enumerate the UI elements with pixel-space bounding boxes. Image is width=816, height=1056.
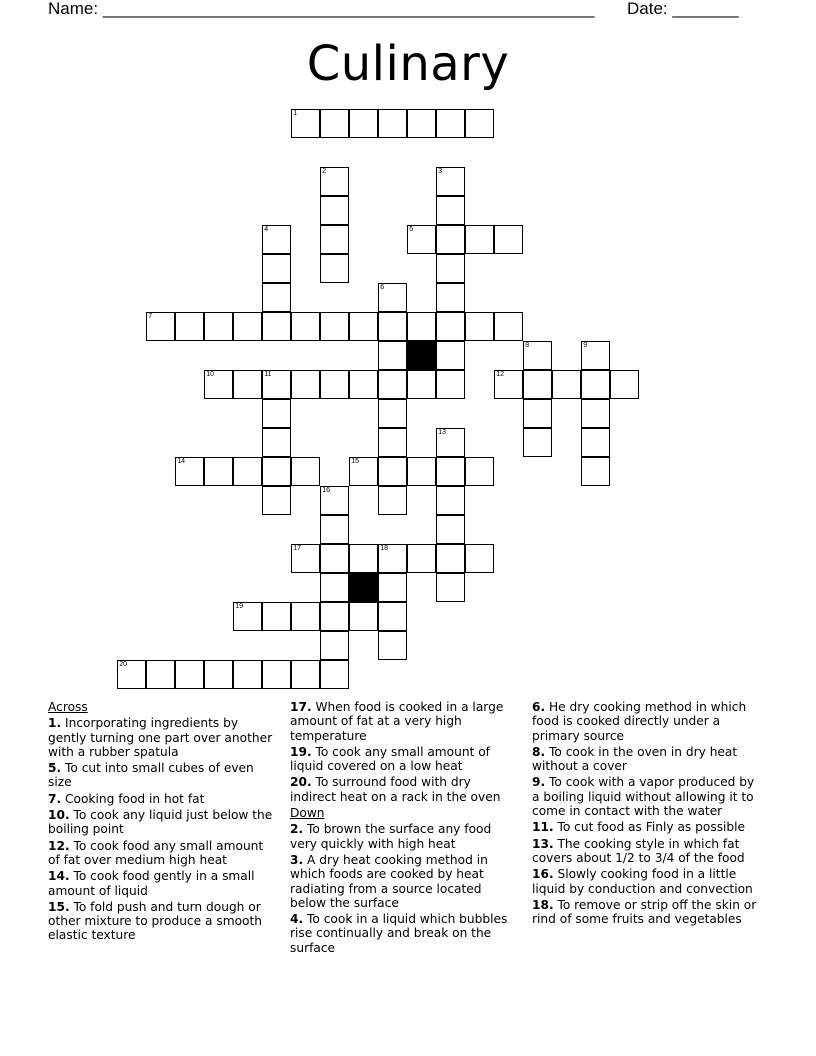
grid-cell[interactable]: [262, 428, 291, 457]
grid-cell[interactable]: [436, 312, 465, 341]
grid-cell[interactable]: [436, 515, 465, 544]
grid-cell[interactable]: [436, 428, 465, 457]
clue-item: [48, 808, 276, 837]
clue-item: [290, 700, 518, 743]
clue-number: 5.: [48, 761, 62, 776]
clue-number: 1: [293, 110, 298, 118]
grid-cell[interactable]: [407, 225, 436, 254]
grid-cell[interactable]: [436, 196, 465, 225]
grid-cell[interactable]: [378, 341, 407, 370]
grid-cell[interactable]: [378, 486, 407, 515]
grid-cell[interactable]: [523, 341, 552, 370]
grid-cell[interactable]: [581, 370, 610, 399]
clue-number: 8: [525, 342, 530, 350]
grid-cell[interactable]: [523, 399, 552, 428]
grid-cell[interactable]: [204, 660, 233, 689]
grid-cell[interactable]: [175, 312, 204, 341]
clue-number: 1.: [48, 716, 62, 731]
grid-cell[interactable]: [378, 457, 407, 486]
clue-number: 14: [177, 458, 186, 466]
grid-cell[interactable]: [291, 457, 320, 486]
grid-cell[interactable]: [436, 457, 465, 486]
grid-cell[interactable]: [581, 399, 610, 428]
grid-cell[interactable]: [233, 312, 262, 341]
grid-cell[interactable]: [204, 457, 233, 486]
clue-number: 18.: [532, 897, 554, 912]
grid-cell[interactable]: [581, 341, 610, 370]
grid-cell[interactable]: [436, 573, 465, 602]
grid-cell[interactable]: [494, 370, 523, 399]
clue-text: To cut food as Finly as possible: [553, 820, 746, 835]
grid-cell[interactable]: [378, 370, 407, 399]
grid-cell[interactable]: [320, 515, 349, 544]
clue-item: [532, 898, 764, 927]
grid-cell[interactable]: [262, 312, 291, 341]
grid-cell[interactable]: [494, 312, 523, 341]
grid-cell[interactable]: [349, 370, 378, 399]
clue-number: 19: [235, 603, 244, 611]
clue-item: [532, 775, 764, 818]
grid-cell[interactable]: [407, 544, 436, 573]
clue-item: [532, 837, 764, 866]
clue-number: 2.: [290, 822, 304, 837]
grid-cell[interactable]: [204, 312, 233, 341]
clue-text: The cooking style in which fat covers about 1/2 to 3/4 of the food: [532, 836, 745, 865]
grid-cell[interactable]: [320, 486, 349, 515]
grid-cell[interactable]: [378, 109, 407, 138]
clue-number: 12.: [48, 838, 70, 853]
grid-cell[interactable]: [320, 109, 349, 138]
clue-number: 20.: [290, 775, 312, 790]
grid-cell[interactable]: [610, 370, 639, 399]
grid-cell[interactable]: [581, 428, 610, 457]
grid-cell[interactable]: [436, 544, 465, 573]
clue-item: [290, 822, 518, 851]
clue-item: [48, 761, 276, 790]
clue-text: To fold push and turn dough or other mixture to produce a smooth elastic texture: [48, 899, 262, 943]
clue-item: [290, 853, 518, 910]
grid-cell[interactable]: [349, 544, 378, 573]
across-heading: Across: [48, 700, 88, 714]
clue-text: Slowly cooking food in a little liquid by conduction and convection: [532, 867, 753, 896]
clue-text: When food is cooked in a large amount of fat at a very high temperature: [290, 700, 504, 743]
clue-number: 6: [380, 284, 385, 292]
clue-text: To remove or strip off the skin or rind of some fruits and vegetables: [532, 897, 757, 927]
grid-cell[interactable]: [262, 225, 291, 254]
grid-cell[interactable]: [291, 602, 320, 631]
clue-number: 17.: [290, 700, 312, 714]
grid-cell[interactable]: [378, 573, 407, 602]
grid-cell[interactable]: [233, 370, 262, 399]
grid-cell[interactable]: [465, 109, 494, 138]
name-field-label: Name: ____________________________________________________: [48, 0, 595, 18]
clue-number: 4.: [290, 912, 304, 927]
grid-cell[interactable]: [581, 457, 610, 486]
grid-cell[interactable]: [494, 225, 523, 254]
grid-cell[interactable]: [117, 660, 146, 689]
grid-cell[interactable]: [465, 457, 494, 486]
grid-cell[interactable]: [523, 428, 552, 457]
grid-cell[interactable]: [320, 631, 349, 660]
clue-number: 5: [409, 226, 414, 234]
grid-cell[interactable]: [523, 370, 552, 399]
grid-cell[interactable]: [291, 544, 320, 573]
clue-item: [532, 820, 764, 834]
grid-cell[interactable]: [436, 370, 465, 399]
clue-number: 13: [438, 429, 447, 437]
clue-item: [48, 900, 276, 943]
clue-text: A dry heat cooking method in which foods are cooked by heat radiating from a source located below the surface: [290, 852, 488, 910]
grid-cell[interactable]: [233, 660, 262, 689]
down-heading: Down: [290, 806, 325, 821]
clue-text: He dry cooking method in which food is cooked directly under a primary source: [532, 700, 747, 743]
clue-number: 18: [380, 545, 389, 553]
grid-cell[interactable]: [552, 370, 581, 399]
clue-number: 13.: [532, 836, 554, 851]
grid-cell[interactable]: [320, 370, 349, 399]
grid-cell[interactable]: [378, 399, 407, 428]
clue-number: 8.: [532, 744, 546, 759]
grid-cell[interactable]: [378, 312, 407, 341]
grid-cell[interactable]: [407, 312, 436, 341]
grid-cell[interactable]: [291, 312, 320, 341]
grid-cell[interactable]: [262, 486, 291, 515]
grid-cell[interactable]: [349, 457, 378, 486]
grid-cell[interactable]: [262, 602, 291, 631]
date-field-label: Date: _______: [627, 0, 739, 18]
grid-cell[interactable]: [320, 573, 349, 602]
clue-number: 15.: [48, 899, 70, 914]
grid-cell[interactable]: [204, 370, 233, 399]
clues-column-3: [532, 700, 764, 928]
grid-cell[interactable]: [320, 602, 349, 631]
clue-number: 16.: [532, 867, 554, 882]
clue-item: [532, 700, 764, 743]
grid-cell[interactable]: [320, 196, 349, 225]
grid-cell[interactable]: [146, 660, 175, 689]
grid-cell[interactable]: [233, 602, 262, 631]
clues-column-1: [48, 700, 276, 945]
clue-text: To cook food any small amount of fat over medium high heat: [48, 838, 264, 867]
clue-text: To brown the surface any food very quickly with high heat: [290, 822, 492, 851]
clue-item: [290, 775, 518, 804]
clue-number: 11: [264, 371, 272, 379]
grid-cell[interactable]: [436, 167, 465, 196]
clue-text: Incorporating ingredients by gently turning one part over another with a rubber spatula: [48, 716, 273, 759]
grid-cell[interactable]: [320, 660, 349, 689]
clue-item: [48, 839, 276, 868]
grid-cell[interactable]: [407, 109, 436, 138]
clue-item: [532, 745, 764, 774]
clue-text: Cooking food in hot fat: [61, 791, 205, 806]
clue-text: To cut into small cubes of even size: [48, 761, 254, 790]
clue-text: To cook in the oven in dry heat without a cover: [532, 744, 738, 774]
grid-cell[interactable]: [262, 660, 291, 689]
grid-cell[interactable]: [436, 225, 465, 254]
grid-cell[interactable]: [407, 457, 436, 486]
grid-cell[interactable]: [465, 312, 494, 341]
clue-item: [290, 745, 518, 774]
grid-cell[interactable]: [436, 283, 465, 312]
grid-cell[interactable]: [291, 370, 320, 399]
grid-cell[interactable]: [320, 167, 349, 196]
clue-number: 9: [583, 342, 588, 350]
puzzle-title: Culinary: [306, 36, 510, 92]
clue-number: 12: [496, 371, 505, 379]
clue-number: 16: [322, 487, 331, 495]
down-clue-list-continued: [532, 700, 764, 926]
grid-cell[interactable]: [378, 631, 407, 660]
grid-cell[interactable]: [436, 254, 465, 283]
clues-column-2: [290, 700, 518, 957]
clue-number: 7: [148, 313, 153, 321]
clue-number: 20: [119, 661, 128, 669]
clue-number: 9.: [532, 775, 546, 790]
clue-item: [532, 867, 764, 896]
grid-cell[interactable]: [291, 660, 320, 689]
grid-cell[interactable]: [320, 312, 349, 341]
clue-number: 15: [351, 458, 360, 466]
grid-cell[interactable]: [349, 312, 378, 341]
down-clue-list: [290, 822, 518, 955]
across-clue-list: [48, 716, 276, 942]
grid-cell[interactable]: [349, 602, 378, 631]
grid-cell[interactable]: [262, 457, 291, 486]
black-square: [407, 341, 436, 370]
grid-cell[interactable]: [436, 486, 465, 515]
clue-number: 17: [293, 545, 302, 553]
clue-number: 4: [264, 226, 269, 234]
grid-cell[interactable]: [175, 660, 204, 689]
across-clue-list-continued: [290, 700, 518, 804]
clue-number: 10: [206, 371, 215, 379]
clue-number: 2: [322, 168, 327, 176]
grid-cell[interactable]: [465, 544, 494, 573]
black-square: [349, 573, 378, 602]
grid-cell[interactable]: [291, 109, 320, 138]
clue-item: [48, 716, 276, 759]
grid-cell[interactable]: [262, 283, 291, 312]
clue-number: 6.: [532, 700, 546, 714]
clue-text: To cook any small amount of liquid covered on a low heat: [290, 744, 490, 774]
clue-item: [48, 869, 276, 898]
grid-cell[interactable]: [320, 544, 349, 573]
clue-number: 11.: [532, 820, 554, 835]
clue-number: 14.: [48, 869, 70, 884]
grid-cell[interactable]: [349, 109, 378, 138]
clue-number: 10.: [48, 808, 70, 823]
grid-cell[interactable]: [378, 428, 407, 457]
clue-number: 3: [438, 168, 443, 176]
clue-number: 3.: [290, 852, 304, 867]
grid-cell[interactable]: [233, 457, 262, 486]
grid-cell[interactable]: [378, 602, 407, 631]
grid-cell[interactable]: [320, 225, 349, 254]
grid-cell[interactable]: [262, 399, 291, 428]
clue-text: To cook any liquid just below the boiling point: [48, 808, 273, 837]
clue-item: [48, 792, 276, 806]
clue-text: To cook in a liquid which bubbles rise continually and break on the surface: [290, 912, 508, 955]
clue-item: [290, 912, 518, 955]
grid-cell[interactable]: [436, 109, 465, 138]
clue-number: 7.: [48, 791, 62, 806]
grid-cell[interactable]: [146, 312, 175, 341]
grid-cell[interactable]: [436, 341, 465, 370]
clue-text: To cook with a vapor produced by a boiling liquid without allowing it to come in contact with the water: [532, 775, 755, 819]
grid-cell[interactable]: [262, 254, 291, 283]
grid-cell[interactable]: [465, 225, 494, 254]
grid-cell[interactable]: [378, 283, 407, 312]
grid-cell[interactable]: [378, 544, 407, 573]
grid-cell[interactable]: [262, 370, 291, 399]
grid-cell[interactable]: [175, 457, 204, 486]
clue-number: 19.: [290, 744, 312, 759]
grid-cell[interactable]: [407, 370, 436, 399]
clue-text: To surround food with dry indirect heat on a rack in the oven: [290, 775, 501, 804]
grid-cell[interactable]: [320, 254, 349, 283]
clue-text: To cook food gently in a small amount of liquid: [48, 869, 255, 898]
